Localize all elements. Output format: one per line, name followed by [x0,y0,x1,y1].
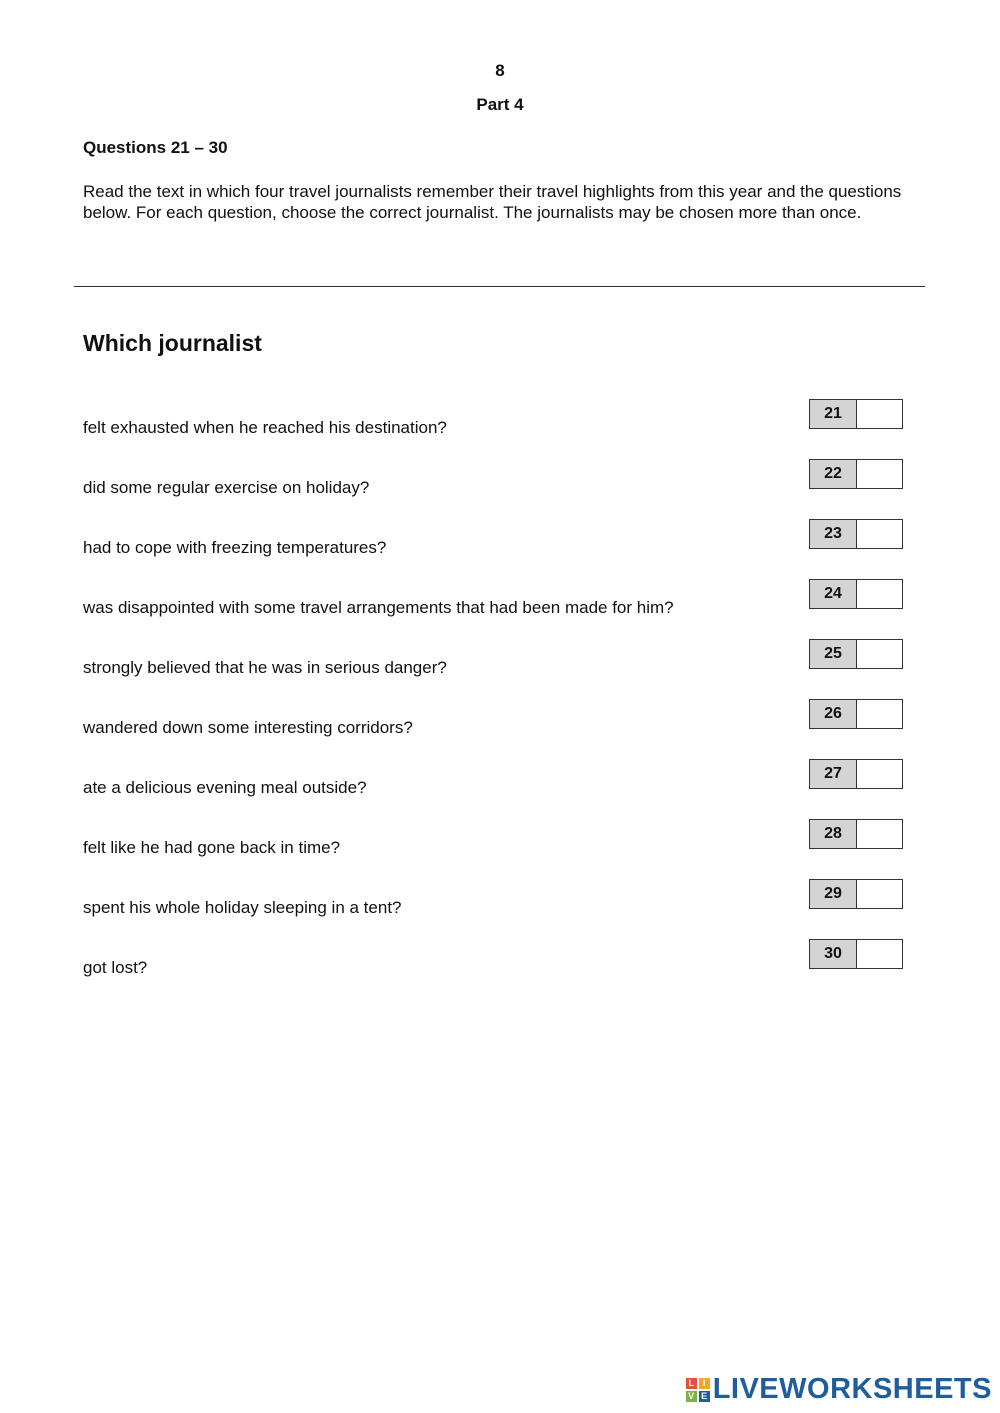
question-number: 30 [810,940,857,968]
question-row [0,699,1000,739]
answer-input[interactable] [857,640,902,668]
question-number: 27 [810,760,857,788]
question-text: got lost? [83,958,148,977]
question-text: ate a delicious evening meal outside? [83,778,367,797]
answer-input[interactable] [857,700,902,728]
question-row [0,579,1000,619]
answer-input[interactable] [857,580,902,608]
question-text: strongly believed that he was in serious danger? [83,658,447,677]
question-row [0,819,1000,859]
logo-tile: L [686,1378,697,1389]
logo-tile: V [686,1391,697,1402]
question-row [0,759,1000,799]
answer-box [809,639,903,669]
liveworksheets-brand [686,1373,992,1406]
logo-tile: I [699,1378,710,1389]
logo-tile: E [699,1391,710,1402]
answer-input[interactable] [857,460,902,488]
divider-line [74,286,925,287]
answer-input[interactable] [857,880,902,908]
question-text: had to cope with freezing temperatures? [83,538,387,557]
question-number: 28 [810,820,857,848]
questions-range: Questions 21 – 30 [83,138,228,157]
answer-box [809,459,903,489]
part-title: Part 4 [476,95,524,114]
answer-box [809,519,903,549]
question-text: was disappointed with some travel arrangements that had been made for him? [83,598,674,617]
question-text: spent his whole holiday sleeping in a tent? [83,898,402,917]
instructions-paragraph: Read the text in which four travel journalists remember their travel highlights from this year and the questions below. For each question, choose the correct journalist. The journalists may be chosen more than once. [83,182,902,222]
answer-input[interactable] [857,820,902,848]
answer-box [809,939,903,969]
answer-box [809,759,903,789]
answer-box [809,399,903,429]
answer-box [809,879,903,909]
question-row [0,459,1000,499]
question-row [0,639,1000,679]
answer-box [809,579,903,609]
page-number: 8 [495,61,505,80]
question-row [0,939,1000,979]
section-heading: Which journalist [83,330,262,356]
question-text: felt like he had gone back in time? [83,838,341,857]
question-number: 23 [810,520,857,548]
question-number: 21 [810,400,857,428]
question-number: 25 [810,640,857,668]
answer-input[interactable] [857,400,902,428]
answer-input[interactable] [857,760,902,788]
question-number: 26 [810,700,857,728]
liveworksheets-logo-icon [686,1378,710,1402]
question-text: did some regular exercise on holiday? [83,478,370,497]
question-text: felt exhausted when he reached his destination? [83,418,447,437]
liveworksheets-wordmark: LIVEWORKSHEETS [712,1373,992,1405]
question-row [0,879,1000,919]
question-row [0,399,1000,439]
question-row [0,519,1000,559]
question-number: 24 [810,580,857,608]
question-text: wandered down some interesting corridors? [83,718,413,737]
question-number: 22 [810,460,857,488]
answer-input[interactable] [857,520,902,548]
answer-box [809,819,903,849]
answer-input[interactable] [857,940,902,968]
question-number: 29 [810,880,857,908]
answer-box [809,699,903,729]
